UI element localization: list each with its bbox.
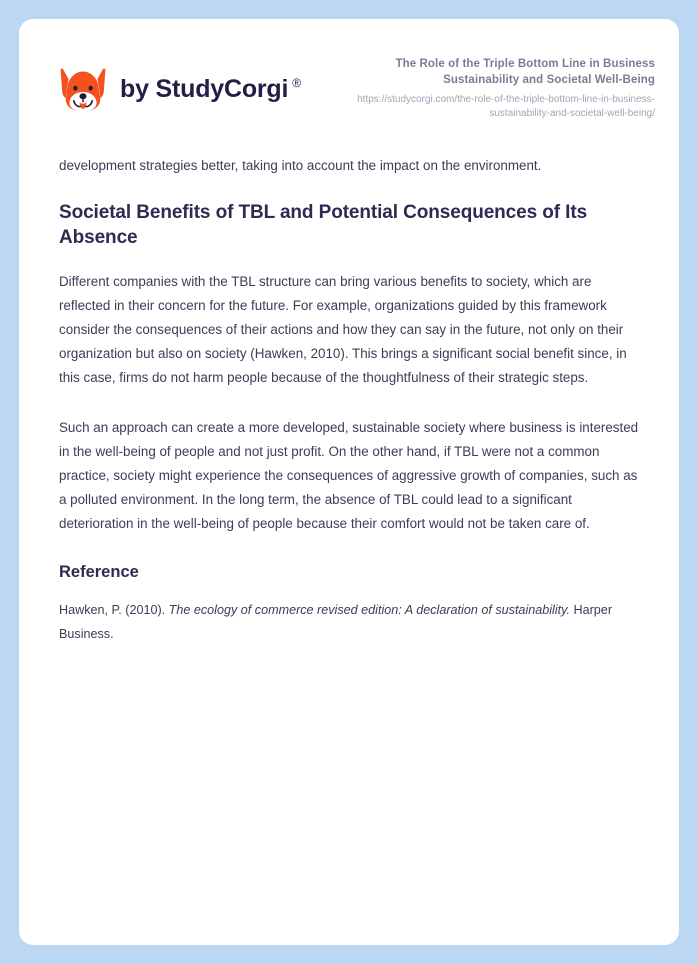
reference-entry (59, 598, 639, 646)
document-body (19, 154, 679, 646)
document-title: The Role of the Triple Bottom Line in Business Sustainability and Societal Well-Being (395, 57, 655, 86)
body-paragraph-2: Such an approach can create a more developed, sustainable society where business is interested in the well-being of people and not just profit. On the other hand, if TBL were not a common practice, society might experience the consequences of aggressive growth of companies, such as a polluted environment. In the long term, the absence of TBL could lead to a significant deterioration in the well-being of people because their comfort would not be taken care of. (59, 420, 639, 532)
reference-work-title: The ecology of commerce revised edition: A declaration of sustainability. (168, 602, 571, 617)
corgi-logo-icon (59, 65, 107, 115)
document-card (19, 19, 679, 945)
intro-paragraph: development strategies better, taking into account the impact on the environment. (59, 158, 542, 173)
brand-wordmark (120, 75, 301, 104)
brand-wordmark-text: by StudyCorgi (120, 75, 289, 103)
reference-publisher: Harper Business. (59, 602, 613, 641)
document-url[interactable]: https://studycorgi.com/the-role-of-the-triple-bottom-line-in-business-sustainability-and-societal-well-being/ (357, 94, 655, 119)
brand-logo-group (59, 65, 301, 115)
body-paragraph-1: Different companies with the TBL structure can bring various benefits to society, which are reflected in their concern for the future. For example, organizations guided by this framework consider the consequences of their actions and how they can say in the future, not only on their organization but also on society (Hawken, 2010). This brings a significant social benefit since, in this case, firms do not harm people because of the thoughtfulness of their strategic steps. (59, 274, 627, 386)
section-heading: Societal Benefits of TBL and Potential Consequences of Its Absence (59, 202, 588, 249)
header-meta (355, 57, 655, 120)
reference-author-year: Hawken, P. (2010). (59, 602, 169, 617)
reference-heading: Reference (59, 563, 139, 582)
document-header (19, 19, 679, 154)
registered-trademark-icon: ® (292, 76, 301, 90)
